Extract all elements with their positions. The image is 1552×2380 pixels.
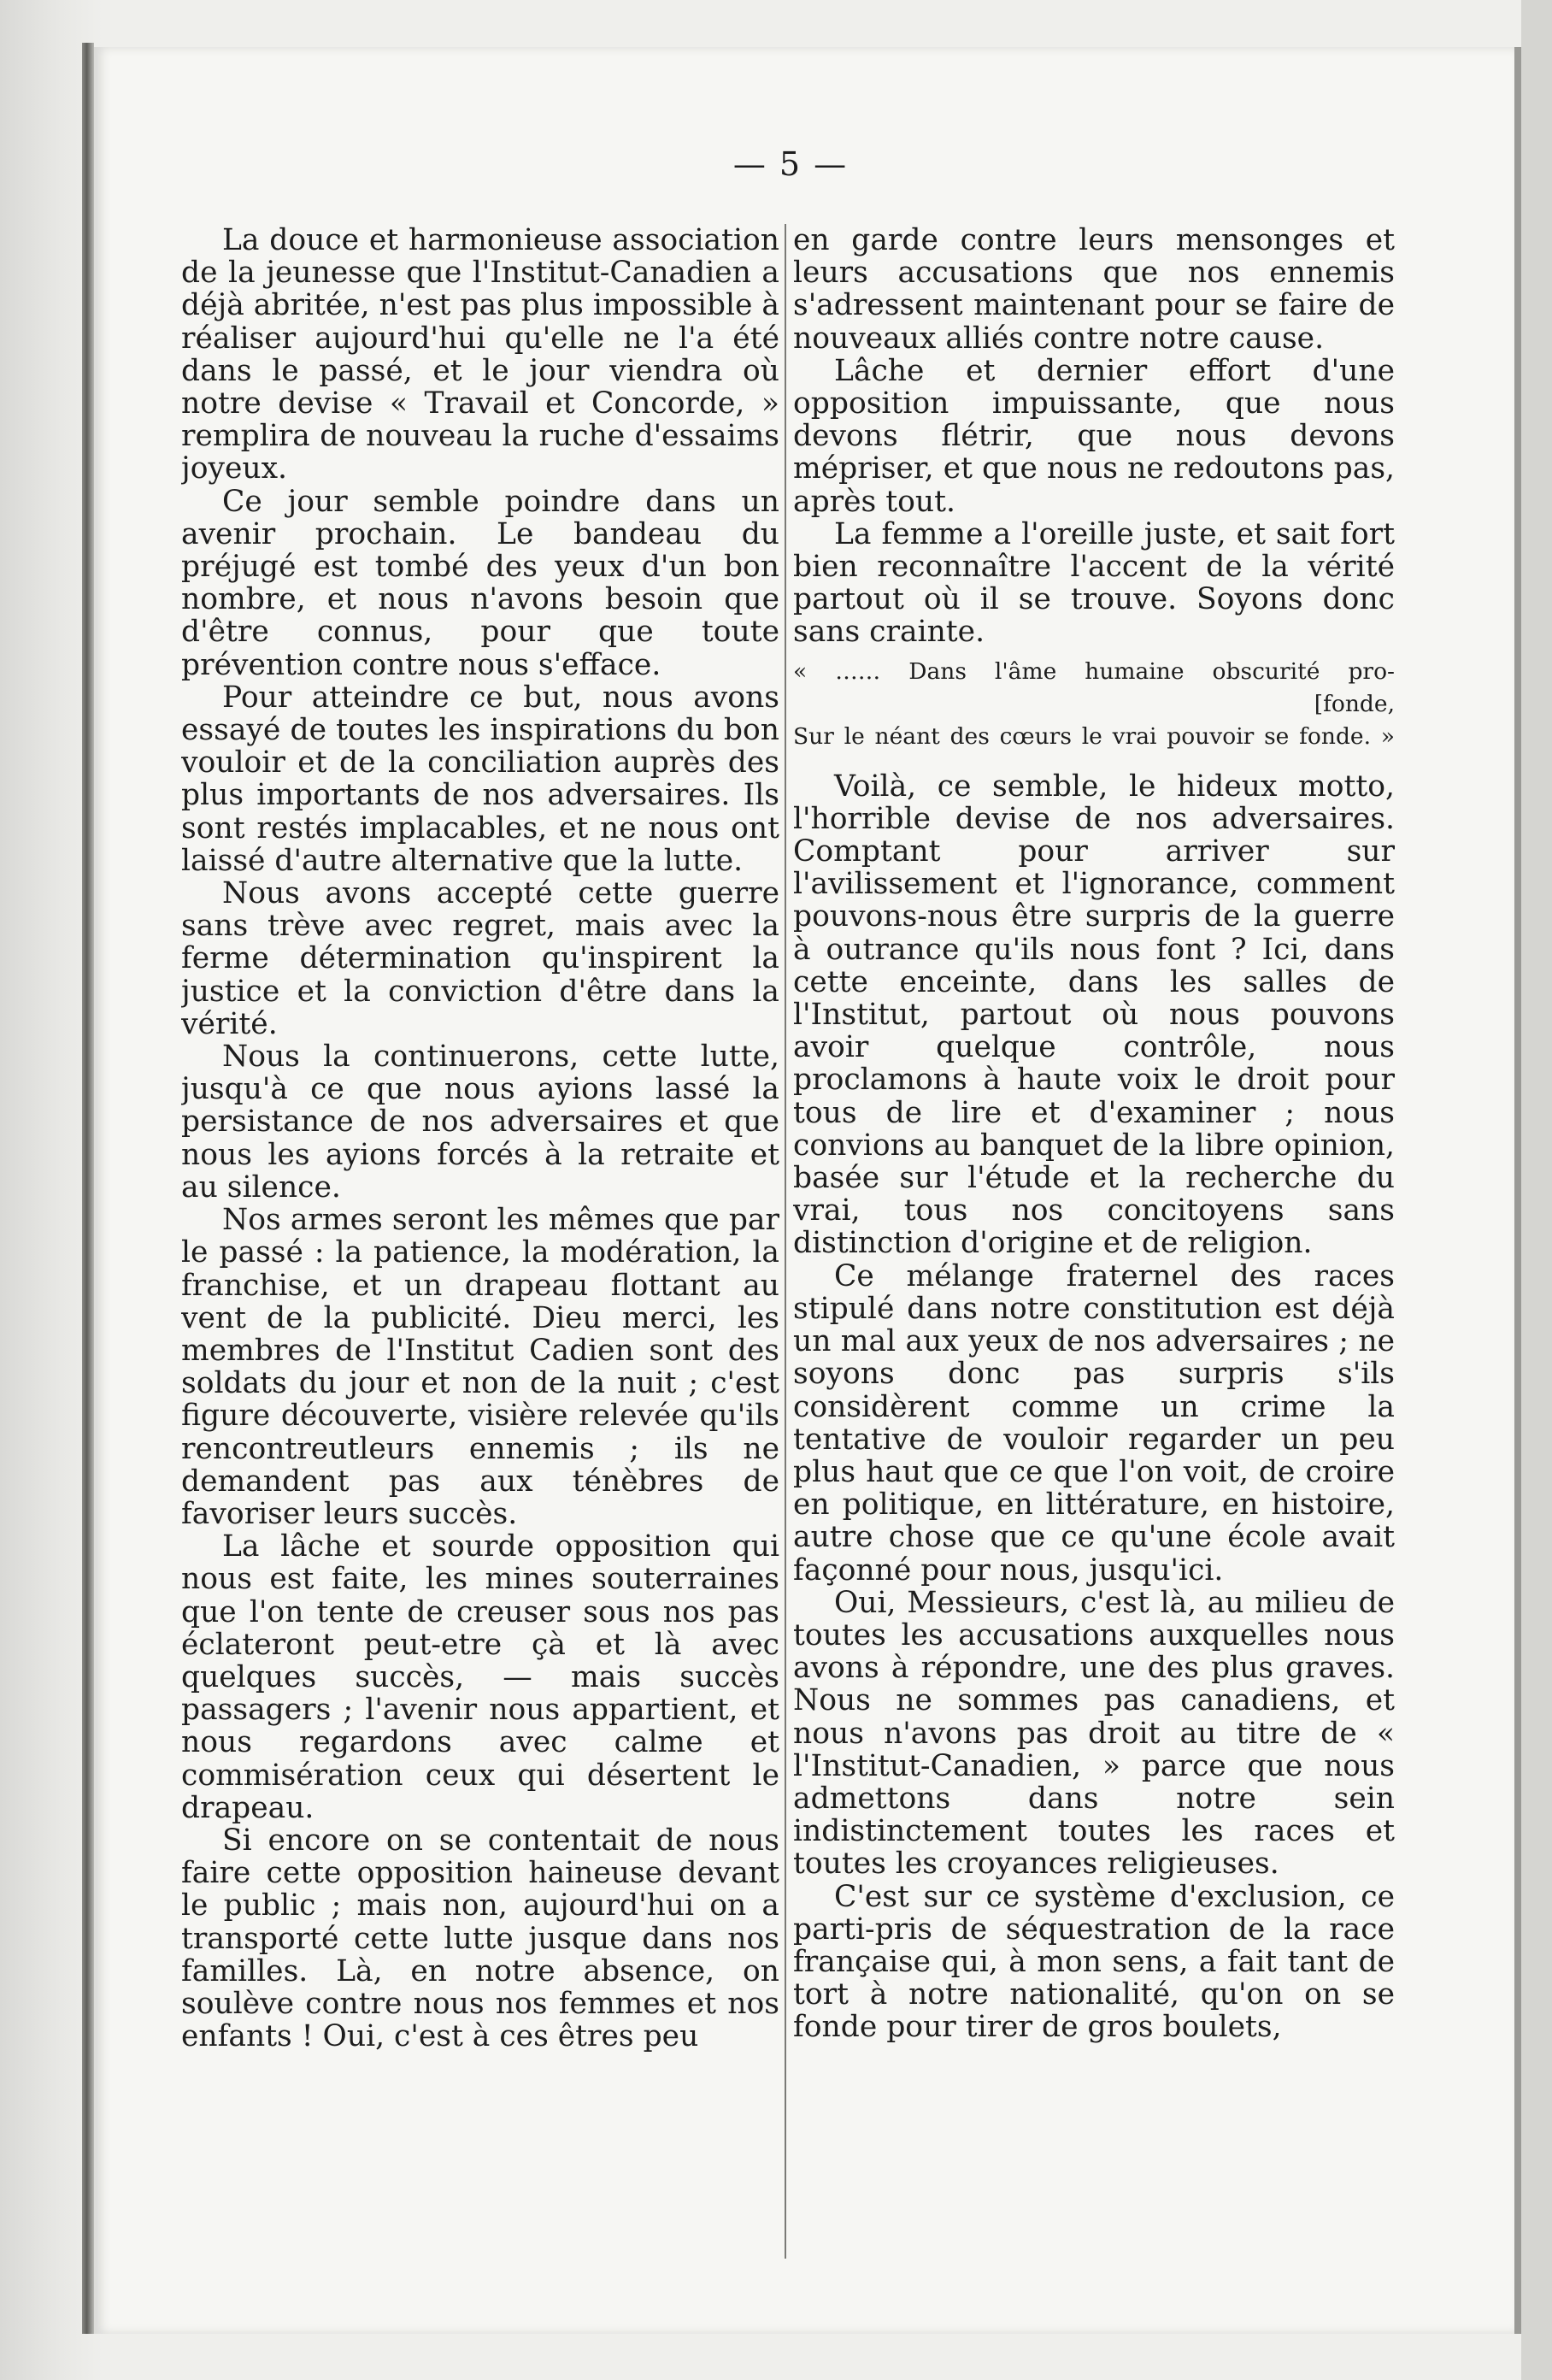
paragraph: Nous avons accepté cette guerre sans trève avec regret, mais avec la ferme détermination qu'inspirent la justice et la conviction d'être dans la vérité. <box>181 876 779 1041</box>
paragraph: Ce mélange fraternel des races stipulé dans notre constitution est déjà un mal aux yeux de nos adversaires ; ne soyons donc pas surpris s'ils considèrent comme un crime la tentative de vouloir regarder un peu plus haut que ce que l'on voit, de croire en politique, en littérature, en histoire, autre chose que ce qu'une école avait façonné pour nous, jusqu'ici. <box>793 1258 1395 1588</box>
right-column <box>793 224 1395 2259</box>
paragraph: Lâche et dernier effort d'une opposition impuissante, que nous devons flétrir, que nous devons mépriser, et que nous ne redoutons pas, après tout. <box>793 353 1395 519</box>
paragraph: Ce jour semble poindre dans un avenir prochain. Le bandeau du préjugé est tombé des yeux d'un bon nombre, et nous n'avons besoin que d'être connus, pour que toute prévention contre nous s'efface. <box>181 484 779 682</box>
left-column <box>181 224 779 2259</box>
paragraph: Pour atteindre ce but, nous avons essayé de toutes les inspirations du bon vouloir et de la conciliation auprès des plus importants de nos adversaires. Ils sont restés implacables, et ne nous ont laissé d'autre alternative que la lutte. <box>181 680 779 878</box>
verse-line: Sur le néant des cœurs le vrai pouvoir se fonde. » <box>793 722 1395 750</box>
paragraph: La lâche et sourde opposition qui nous est faite, les mines souterraines que l'on tente de creuser sous nos pas éclateront peut-etre çà et là avec quelques succès, — mais succès passagers ; l'avenir nous appartient, et nous regardons avec calme et commisération ceux qui désertent le drapeau. <box>181 1529 779 1825</box>
paragraph: en garde contre leurs mensonges et leurs accusations que nos ennemis s'adressent maintenant pour se faire de nouveaux alliés contre notre cause. <box>793 224 1395 356</box>
paragraph: La femme a l'oreille juste, et sait fort bien reconnaître l'accent de la vérité partout où il se trouve. Soyons donc sans crainte. <box>793 516 1395 650</box>
verse-quote <box>793 656 1395 753</box>
verse-line: [fonde, <box>1314 690 1395 717</box>
paragraph: Oui, Messieurs, c'est là, au milieu de toutes les accusations auxquelles nous avons à répondre, une des plus graves. Nous ne sommes pas canadiens, et nous n'avons pas droit au titre de « l'Institut-Canadien, » parce que nous admettons dans notre sein indistinctement toutes les races et toutes les croyances religieuses. <box>793 1585 1395 1882</box>
column-divider <box>785 224 786 2259</box>
paragraph: Si encore on se contentait de nous faire cette opposition haineuse devant le public ; mais non, aujourd'hui on a transporté cette lutte jusque dans nos familles. Là, en notre absence, on soulève contre nous nos femmes et nos enfants ! Oui, c'est à ces êtres peu <box>181 1823 779 2054</box>
page-number: — 5 — <box>732 145 849 183</box>
paragraph: Nous la continuerons, cette lutte, jusqu'à ce que nous ayions lassé la persistance de nos adversaires et que nous les ayions forcés à la retraite et au silence. <box>181 1040 779 1205</box>
paragraph: La douce et harmonieuse association de la jeunesse que l'Institut-Canadien a déjà abritée, n'est pas plus impossible à réaliser aujourd'hui qu'elle ne l'a été dans le passé, et le jour viendra où notre devise « Travail et Concorde, » remplira de nouveau la ruche d'essaims joyeux. <box>181 224 779 486</box>
paragraph: C'est sur ce système d'exclusion, ce parti-pris de séquestration de la race française qui, à mon sens, a fait tant de tort à notre nationalité, qu'on on se fonde pour tirer de gros boulets, <box>793 1879 1395 2045</box>
right-margin-background <box>1521 0 1552 2380</box>
binding-edge <box>82 43 94 2334</box>
paragraph: Voilà, ce semble, le hideux motto, l'horrible devise de nos adversaires. Comptant pour arriver sur l'avilissement et l'ignorance, comment pouvons-nous être surpris de la guerre à outrance qu'ils nous font ? Ici, dans cette enceinte, dans les salles de l'Institut, partout où nous pouvons avoir quelque contrôle, nous proclamons à haute voix le droit pour tous de lire et d'examiner ; nous convions au banquet de la libre opinion, basée sur l'étude et la recherche du vrai, tous nos concitoyens sans distinction d'origine et de religion. <box>793 769 1395 1261</box>
paragraph: Nos armes seront les mêmes que par le passé : la patience, la modération, la franchise, et un drapeau flottant au vent de la publicité. Dieu merci, les membres de l'Institut Cadien sont des soldats du jour et non de la nuit ; c'est figure découverte, visière relevée qu'ils rencontreutleurs ennemis ; ils ne demandent pas aux ténèbres de favoriser leurs succès. <box>181 1203 779 1531</box>
verse-line: « …… Dans l'âme humaine obscurité pro- <box>793 657 1395 685</box>
